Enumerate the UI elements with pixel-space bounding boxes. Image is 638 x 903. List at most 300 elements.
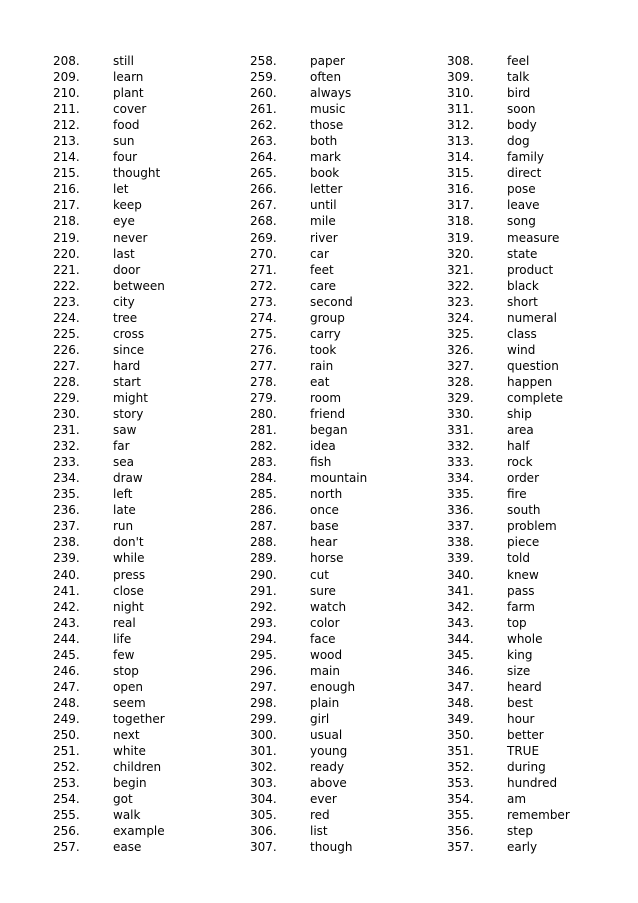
word-number: 224. (53, 310, 80, 325)
word-row (447, 518, 637, 534)
word-row (447, 502, 637, 518)
word-number: 309. (447, 70, 474, 85)
word-text: night (113, 599, 144, 614)
word-number: 223. (53, 294, 80, 309)
word-row (447, 615, 637, 631)
word-row (447, 599, 637, 615)
word-text: run (113, 519, 134, 534)
word-number: 268. (250, 214, 277, 229)
word-number: 225. (53, 326, 80, 341)
word-number: 246. (53, 663, 80, 678)
word-text: base (310, 519, 339, 534)
word-number: 289. (250, 551, 277, 566)
word-row (447, 631, 637, 647)
word-text: always (310, 86, 352, 101)
word-row (53, 631, 243, 647)
word-text: while (113, 551, 145, 566)
word-row (250, 278, 440, 294)
word-number: 310. (447, 86, 474, 101)
word-text: far (113, 439, 130, 454)
word-text: happen (507, 374, 553, 389)
word-number: 219. (53, 230, 80, 245)
word-number: 282. (250, 439, 277, 454)
word-number: 352. (447, 760, 474, 775)
word-row (447, 53, 637, 69)
word-text: hear (310, 535, 338, 550)
word-text: mile (310, 214, 336, 229)
word-number: 293. (250, 615, 277, 630)
word-text: idea (310, 439, 336, 454)
word-text: knew (507, 567, 539, 582)
word-row (250, 342, 440, 358)
word-row (53, 358, 243, 374)
word-row (53, 502, 243, 518)
word-text: river (310, 230, 338, 245)
word-row (447, 294, 637, 310)
word-row (447, 69, 637, 85)
word-number: 265. (250, 166, 277, 181)
word-number: 217. (53, 198, 80, 213)
word-number: 254. (53, 792, 80, 807)
word-number: 208. (53, 54, 80, 68)
word-row (447, 791, 637, 807)
word-text: enough (310, 679, 356, 694)
word-text: fish (310, 455, 332, 470)
word-text: thought (113, 166, 161, 181)
word-row (53, 839, 243, 855)
word-number: 241. (53, 583, 80, 598)
word-number: 300. (250, 727, 277, 742)
word-row (447, 823, 637, 839)
word-text: feet (310, 262, 334, 277)
word-row (53, 230, 243, 246)
word-text: young (310, 744, 348, 759)
word-column-1 (53, 53, 243, 855)
word-row (53, 518, 243, 534)
word-text: color (310, 615, 340, 630)
word-text: learn (113, 70, 144, 85)
word-number: 292. (250, 599, 277, 614)
word-number: 258. (250, 54, 277, 68)
word-row (250, 390, 440, 406)
word-text: red (310, 808, 330, 823)
word-number: 284. (250, 471, 277, 486)
word-number: 349. (447, 711, 474, 726)
word-text: watch (310, 599, 347, 614)
word-text: state (507, 246, 538, 261)
word-text: though (310, 840, 353, 855)
word-number: 238. (53, 535, 80, 550)
word-text: cover (113, 102, 147, 117)
word-number: 248. (53, 695, 80, 710)
word-text: early (507, 840, 538, 855)
word-number: 249. (53, 711, 80, 726)
word-row (250, 663, 440, 679)
word-number: 210. (53, 86, 80, 101)
word-row (53, 583, 243, 599)
word-text: mountain (310, 471, 368, 486)
word-row (250, 502, 440, 518)
word-text: cut (310, 567, 329, 582)
word-text: group (310, 310, 345, 325)
word-number: 269. (250, 230, 277, 245)
word-number: 257. (53, 840, 80, 855)
word-text: above (310, 776, 347, 791)
word-number: 321. (447, 262, 474, 277)
word-number: 244. (53, 631, 80, 646)
word-row (447, 534, 637, 550)
word-number: 326. (447, 342, 474, 357)
word-text: hard (113, 358, 141, 373)
word-row (250, 438, 440, 454)
word-row (447, 406, 637, 422)
word-row (53, 791, 243, 807)
word-text: book (310, 166, 340, 181)
word-text: hundred (507, 776, 558, 791)
word-number: 323. (447, 294, 474, 309)
word-text: friend (310, 407, 346, 422)
word-number: 250. (53, 727, 80, 742)
word-text: story (113, 407, 144, 422)
word-number: 342. (447, 599, 474, 614)
word-row (53, 743, 243, 759)
word-row (447, 165, 637, 181)
word-row (53, 213, 243, 229)
word-text: am (507, 792, 527, 807)
word-text: south (507, 503, 541, 518)
word-row (250, 615, 440, 631)
word-number: 230. (53, 407, 80, 422)
word-row (250, 454, 440, 470)
word-row (53, 69, 243, 85)
word-text: cross (113, 326, 145, 341)
word-text: soon (507, 102, 536, 117)
word-row (447, 230, 637, 246)
word-number: 221. (53, 262, 80, 277)
word-row (53, 101, 243, 117)
word-text: still (113, 54, 134, 68)
word-text: took (310, 342, 337, 357)
word-text: list (310, 824, 328, 839)
word-text: usual (310, 727, 343, 742)
word-text: size (507, 663, 531, 678)
word-number: 330. (447, 407, 474, 422)
word-number: 298. (250, 695, 277, 710)
word-text: stop (113, 663, 139, 678)
word-row (53, 695, 243, 711)
word-row (53, 711, 243, 727)
word-number: 240. (53, 567, 80, 582)
word-number: 274. (250, 310, 277, 325)
word-text: ship (507, 407, 532, 422)
word-number: 245. (53, 647, 80, 662)
word-number: 253. (53, 776, 80, 791)
word-row (250, 294, 440, 310)
word-row (447, 679, 637, 695)
word-row (250, 550, 440, 566)
word-text: TRUE (507, 744, 540, 759)
word-number: 297. (250, 679, 277, 694)
word-number: 264. (250, 150, 277, 165)
word-row (53, 181, 243, 197)
word-number: 234. (53, 471, 80, 486)
word-row (447, 486, 637, 502)
word-number: 313. (447, 134, 474, 149)
word-number: 354. (447, 792, 474, 807)
word-text: family (507, 150, 545, 165)
word-number: 212. (53, 118, 80, 133)
word-row (53, 615, 243, 631)
word-row (53, 438, 243, 454)
word-row (447, 85, 637, 101)
word-number: 312. (447, 118, 474, 133)
word-number: 318. (447, 214, 474, 229)
word-row (53, 454, 243, 470)
word-text: open (113, 679, 143, 694)
word-row (447, 839, 637, 855)
word-text: question (507, 358, 559, 373)
word-number: 341. (447, 583, 474, 598)
word-number: 356. (447, 824, 474, 839)
word-text: both (310, 134, 338, 149)
word-number: 261. (250, 102, 277, 117)
word-text: until (310, 198, 337, 213)
word-number: 232. (53, 439, 80, 454)
word-text: fire (507, 487, 527, 502)
word-row (53, 117, 243, 133)
word-row (250, 358, 440, 374)
word-text: between (113, 278, 165, 293)
word-row (250, 310, 440, 326)
word-row (53, 663, 243, 679)
word-row (447, 807, 637, 823)
word-number: 262. (250, 118, 277, 133)
word-row (447, 454, 637, 470)
word-row (250, 85, 440, 101)
word-text: ease (113, 840, 142, 855)
word-text: class (507, 326, 537, 341)
word-number: 339. (447, 551, 474, 566)
word-row (447, 567, 637, 583)
word-row (250, 197, 440, 213)
word-text: food (113, 118, 140, 133)
word-number: 270. (250, 246, 277, 261)
word-text: life (113, 631, 132, 646)
word-text: let (113, 182, 129, 197)
word-text: order (507, 471, 539, 486)
word-number: 355. (447, 808, 474, 823)
word-number: 340. (447, 567, 474, 582)
word-row (250, 165, 440, 181)
word-row (250, 567, 440, 583)
word-row (250, 695, 440, 711)
word-row (447, 342, 637, 358)
word-text: direct (507, 166, 542, 181)
word-row (250, 69, 440, 85)
word-text: song (507, 214, 536, 229)
word-row (447, 727, 637, 743)
word-text: king (507, 647, 533, 662)
word-row (53, 807, 243, 823)
word-text: north (310, 487, 343, 502)
word-row (53, 823, 243, 839)
word-row (250, 230, 440, 246)
word-text: sun (113, 134, 135, 149)
word-number: 235. (53, 487, 80, 502)
word-text: area (507, 423, 534, 438)
word-text: wind (507, 342, 536, 357)
word-number: 273. (250, 294, 277, 309)
word-row (250, 53, 440, 69)
word-row (53, 567, 243, 583)
word-number: 256. (53, 824, 80, 839)
word-number: 220. (53, 246, 80, 261)
word-row (447, 438, 637, 454)
word-row (53, 390, 243, 406)
word-row (447, 197, 637, 213)
word-number: 231. (53, 423, 80, 438)
word-text: wood (310, 647, 343, 662)
word-row (447, 759, 637, 775)
word-row (447, 326, 637, 342)
word-number: 281. (250, 423, 277, 438)
word-number: 283. (250, 455, 277, 470)
word-number: 345. (447, 647, 474, 662)
word-row (250, 631, 440, 647)
word-text: room (310, 390, 342, 405)
word-number: 306. (250, 824, 277, 839)
word-number: 320. (447, 246, 474, 261)
word-text: pose (507, 182, 536, 197)
word-number: 344. (447, 631, 474, 646)
word-text: example (113, 824, 165, 839)
word-number: 305. (250, 808, 277, 823)
word-number: 329. (447, 390, 474, 405)
word-number: 346. (447, 663, 474, 678)
word-number: 228. (53, 374, 80, 389)
word-text: tree (113, 310, 138, 325)
word-row (447, 101, 637, 117)
word-row (447, 647, 637, 663)
word-number: 218. (53, 214, 80, 229)
word-row (250, 711, 440, 727)
word-text: leave (507, 198, 540, 213)
word-number: 278. (250, 374, 277, 389)
word-text: paper (310, 54, 345, 68)
word-row (53, 278, 243, 294)
word-row (250, 775, 440, 791)
word-row (250, 743, 440, 759)
word-number: 291. (250, 583, 277, 598)
word-text: plain (310, 695, 340, 710)
word-text: seem (113, 695, 146, 710)
word-number: 286. (250, 503, 277, 518)
word-text: short (507, 294, 538, 309)
word-number: 237. (53, 519, 80, 534)
word-text: real (113, 615, 136, 630)
word-text: car (310, 246, 329, 261)
word-number: 252. (53, 760, 80, 775)
word-text: rain (310, 358, 334, 373)
word-text: those (310, 118, 344, 133)
word-row (250, 374, 440, 390)
word-row (53, 310, 243, 326)
word-number: 338. (447, 535, 474, 550)
word-number: 357. (447, 840, 474, 855)
word-text: might (113, 390, 148, 405)
word-number: 303. (250, 776, 277, 791)
word-row (447, 149, 637, 165)
word-row (250, 727, 440, 743)
word-row (53, 422, 243, 438)
word-number: 288. (250, 535, 277, 550)
word-text: late (113, 503, 136, 518)
word-row (250, 679, 440, 695)
word-row (53, 133, 243, 149)
word-row (53, 294, 243, 310)
word-text: farm (507, 599, 535, 614)
word-number: 267. (250, 198, 277, 213)
word-row (250, 470, 440, 486)
word-row (250, 839, 440, 855)
word-number: 325. (447, 326, 474, 341)
word-number: 276. (250, 342, 277, 357)
word-text: once (310, 503, 339, 518)
word-number: 296. (250, 663, 277, 678)
word-number: 336. (447, 503, 474, 518)
word-row (250, 117, 440, 133)
word-row (250, 101, 440, 117)
word-number: 226. (53, 342, 80, 357)
word-row (53, 262, 243, 278)
word-number: 247. (53, 679, 80, 694)
word-row (250, 149, 440, 165)
word-row (250, 647, 440, 663)
word-text: press (113, 567, 146, 582)
word-text: left (113, 487, 133, 502)
word-text: few (113, 647, 135, 662)
word-row (250, 262, 440, 278)
word-text: ready (310, 760, 345, 775)
word-column-3 (447, 53, 637, 855)
word-row (250, 518, 440, 534)
word-number: 260. (250, 86, 277, 101)
word-row (250, 406, 440, 422)
word-text: draw (113, 471, 143, 486)
word-row (250, 213, 440, 229)
word-text: sure (310, 583, 336, 598)
word-text: ever (310, 792, 337, 807)
word-number: 213. (53, 134, 80, 149)
word-number: 255. (53, 808, 80, 823)
word-number: 277. (250, 358, 277, 373)
word-row (53, 647, 243, 663)
word-row (250, 791, 440, 807)
word-row (447, 390, 637, 406)
word-number: 290. (250, 567, 277, 582)
word-row (53, 246, 243, 262)
word-number: 314. (447, 150, 474, 165)
word-text: saw (113, 423, 137, 438)
word-row (53, 149, 243, 165)
word-row (250, 823, 440, 839)
word-row (447, 117, 637, 133)
word-number: 301. (250, 744, 277, 759)
word-text: music (310, 102, 346, 117)
word-row (447, 358, 637, 374)
word-number: 337. (447, 519, 474, 534)
word-text: horse (310, 551, 344, 566)
